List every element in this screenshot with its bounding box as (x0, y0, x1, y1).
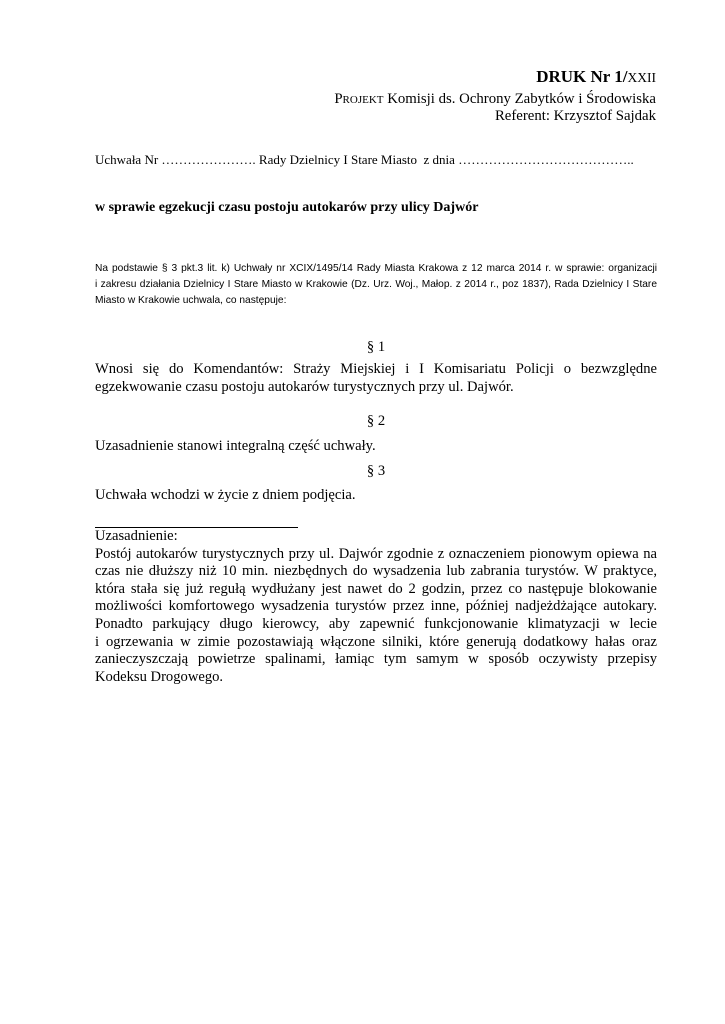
section-mark-2: § 2 (366, 413, 386, 429)
justification-line: czas nie dłuższy niż 10 min. niezbędnych do wysadzenia lub zabrania turystów. W praktyce, (95, 563, 657, 580)
section-mark-3: § 3 (366, 463, 386, 479)
print-number (536, 67, 656, 88)
section-2-text (95, 438, 657, 456)
justification-line: możliwości komfortowego wysadzenia turystów przez inne, później nadjeżdżające autokary. (95, 598, 657, 615)
committee-name: Komisji ds. Ochrony Zabytków i Środowiska (387, 91, 656, 107)
section-line: Uzasadnienie stanowi integralną część uchwały. (95, 438, 376, 454)
justification-line: która stała się już regułą wydłużany jest nawet do 2 godzin, przez co następuje blokowanie (95, 580, 657, 597)
legal-basis (95, 261, 657, 309)
legal-basis-line: Na podstawie § 3 pkt.3 lit. k) Uchwały nr XCIX/1495/14 Rady Miasta Krakowa z 12 marca 2014 r. w sprawie: organizacji (95, 263, 657, 274)
legal-basis-line: Miasto w Krakowie uchwala, co następuje: (95, 295, 287, 306)
print-session: XXII (627, 70, 656, 85)
justification (95, 528, 657, 686)
section-3-text (95, 487, 657, 505)
referent: Referent: Krzysztof Sajdak (494, 108, 656, 124)
section-line: egzekwowanie czasu postoju autokarów turystycznych przy ul. Dajwór. (95, 378, 514, 395)
legal-basis-line: i zakresu działania Dzielnicy I Stare Miasto w Krakowie (Dz. Urz. Woj., Małop. z 2014 r., poz 1837), Rada Dzielnicy I Stare (95, 279, 657, 290)
draft-label: PROJEKT (334, 91, 384, 107)
section-line: Uchwała wchodzi w życie z dniem podjęcia. (95, 487, 356, 503)
section-line: Wnosi się do Komendantów: Straży Miejskiej i I Komisariatu Policji o bezwzględne (95, 361, 657, 377)
section-mark-1: § 1 (366, 339, 386, 355)
resolution-number-line: Uchwała Nr …………………. Rady Dzielnicy I Stare Miasto z dnia ………………………………….. (95, 152, 634, 167)
resolution-subject: w sprawie egzekucji czasu postoju autokarów przy ulicy Dajwór (95, 200, 479, 215)
justification-heading: Uzasadnienie: (95, 528, 178, 544)
justification-line: i ogrzewania w zimie pozostawiają włączone silniki, które generują dodatkowy hałas oraz (95, 633, 657, 650)
print-number-label: DRUK Nr 1/ (536, 67, 628, 86)
justification-line: Kodeksu Drogowego. (95, 668, 224, 685)
justification-line: Postój autokarów turystycznych przy ul. Dajwór zgodnie z oznaczeniem pionowym opiewa na (95, 545, 657, 562)
justification-line: Ponadto parkujący długo kierowcy, aby zapewnić funkcjonowanie klimatyzacji w lecie (95, 615, 657, 632)
justification-line: zanieczyszczają powietrze spalinami, łamiąc tym samym w sposób oczywisty przepisy (95, 651, 657, 668)
section-1-text (95, 361, 657, 396)
